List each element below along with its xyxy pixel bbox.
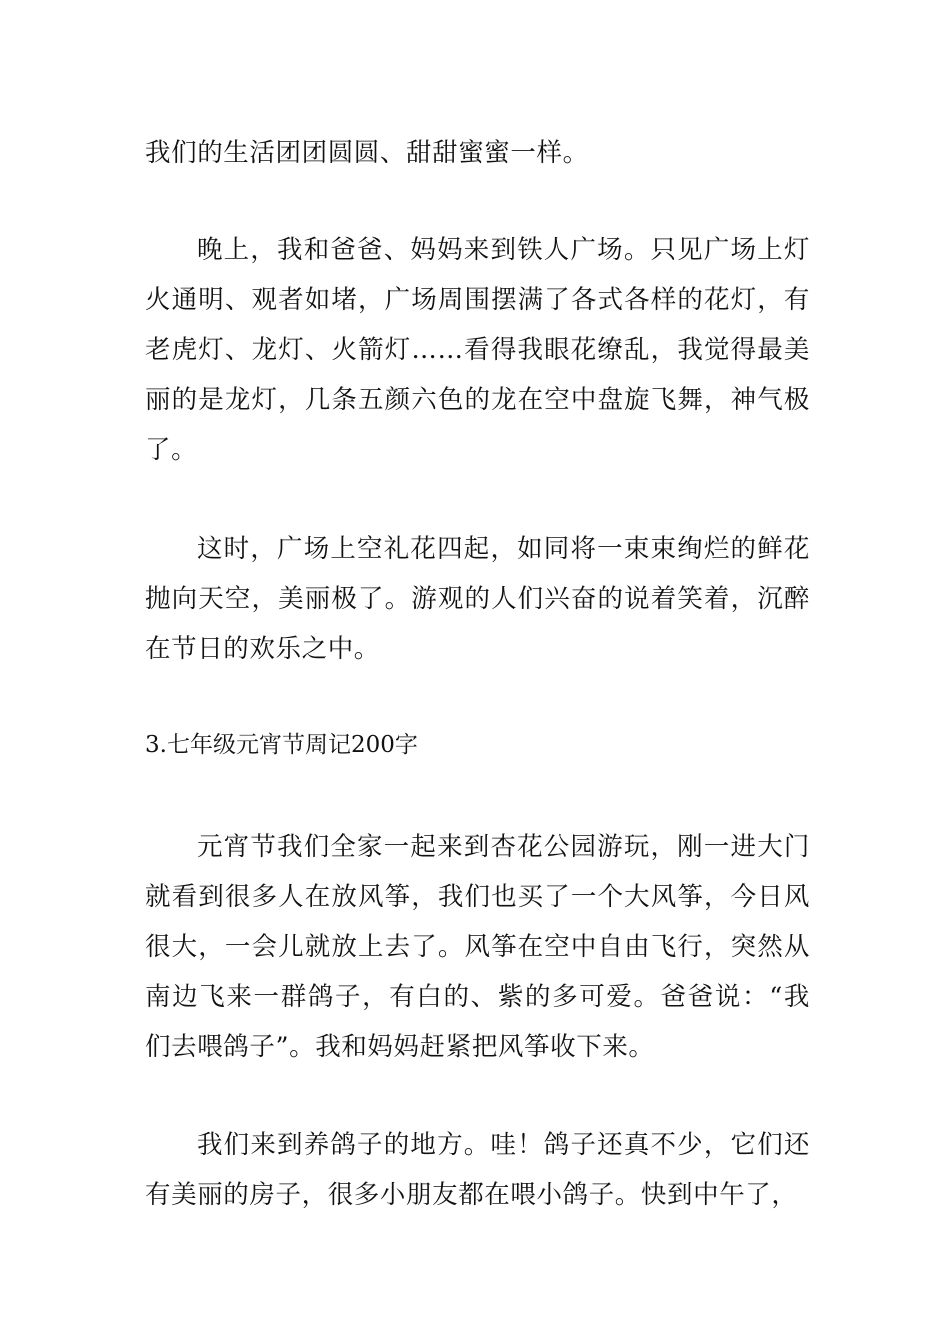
paragraph-park-kite: 元宵节我们全家一起来到杏花公园游玩，刚一进大门就看到很多人在放风筝，我们也买了一个大风筝，今日风很大，一会儿就放上去了。风筝在空中自由飞行，突然从南边飞来一群鸽子，有白的、紫的多可爱。爸爸说：“我们去喂鸽子”。我和妈妈赶紧把风筝收下来。 — [145, 832, 810, 1062]
section-heading: 3.七年级元宵节周记200字 — [145, 732, 418, 758]
paragraph-fireworks: 这时，广场上空礼花四起，如同将一束束绚烂的鲜花抛向天空，美丽极了。游观的人们兴奋的说着笑着，沉醉在节日的欢乐之中。 — [145, 534, 810, 664]
paragraph-pigeons: 我们来到养鸽子的地方。哇！鸽子还真不少，它们还有美丽的房子，很多小朋友都在喂小鸽子。快到中午了， — [145, 1130, 810, 1210]
paragraph-lantern-square: 晚上，我和爸爸、妈妈来到铁人广场。只见广场上灯火通明、观者如堵，广场周围摆满了各式各样的花灯，有老虎灯、龙灯、火箭灯……看得我眼花缭乱，我觉得最美丽的是龙灯，几条五颜六色的龙在空中盘旋飞舞，神气极了。 — [145, 235, 810, 465]
paragraph-continuation: 我们的生活团团圆圆、甜甜蜜蜜一样。 — [145, 138, 589, 168]
